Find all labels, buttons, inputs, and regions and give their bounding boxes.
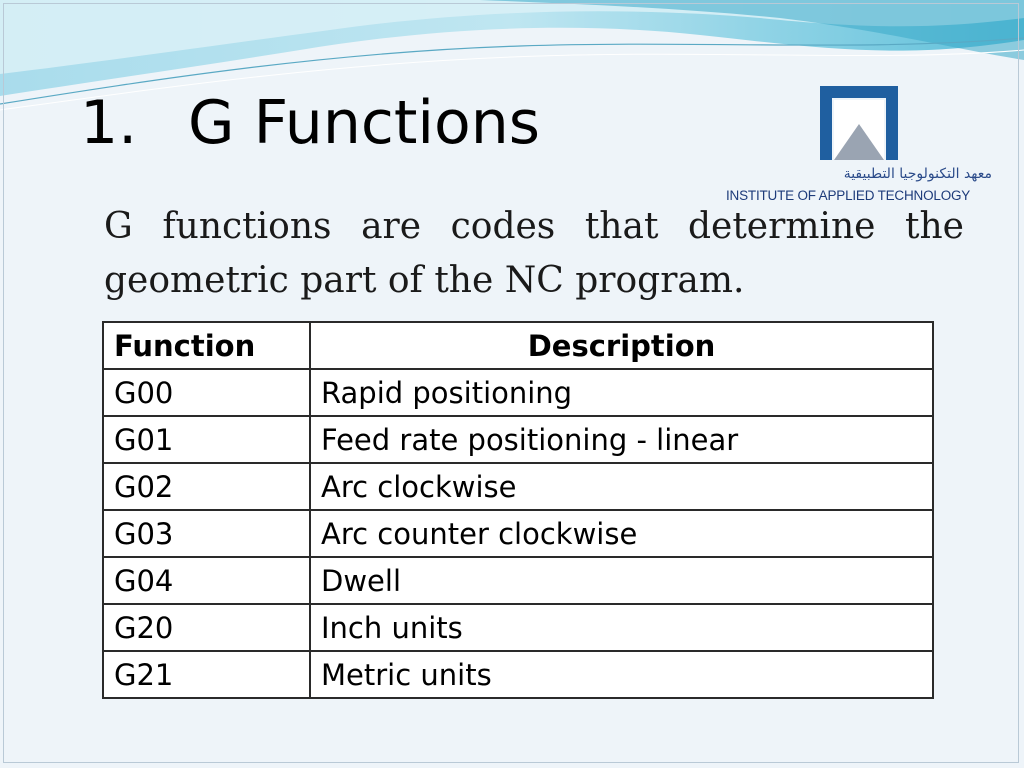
function-description: Metric units (310, 651, 933, 698)
table-row (103, 369, 933, 416)
function-code: G21 (103, 651, 310, 698)
function-description: Feed rate positioning - linear (310, 416, 933, 463)
logo-mark-icon (726, 80, 992, 166)
table-row (103, 651, 933, 698)
function-code: G20 (103, 604, 310, 651)
institute-logo (726, 80, 992, 210)
logo-english-text: INSTITUTE OF APPLIED TECHNOLOGY (726, 188, 971, 203)
table-header-row (103, 322, 933, 369)
function-description: Inch units (310, 604, 933, 651)
intro-paragraph: G functions are codes that determine the geometric part of the NC program. (104, 206, 964, 301)
table-row (103, 557, 933, 604)
table-row (103, 604, 933, 651)
function-code: G04 (103, 557, 310, 604)
function-code: G01 (103, 416, 310, 463)
table-row (103, 416, 933, 463)
slide-title (80, 78, 540, 168)
g-functions-table (102, 321, 934, 699)
title-number: 1. (80, 88, 138, 158)
table-row (103, 463, 933, 510)
description-column-header: Description (310, 322, 933, 369)
title-text: G Functions (188, 88, 541, 158)
function-code: G02 (103, 463, 310, 510)
function-description: Arc counter clockwise (310, 510, 933, 557)
function-description: Rapid positioning (310, 369, 933, 416)
function-column-header: Function (103, 322, 310, 369)
function-description: Arc clockwise (310, 463, 933, 510)
function-code: G00 (103, 369, 310, 416)
table-row (103, 510, 933, 557)
logo-arabic-text: معهد التكنولوجيا التطبيقية (843, 166, 992, 182)
function-description: Dwell (310, 557, 933, 604)
function-code: G03 (103, 510, 310, 557)
